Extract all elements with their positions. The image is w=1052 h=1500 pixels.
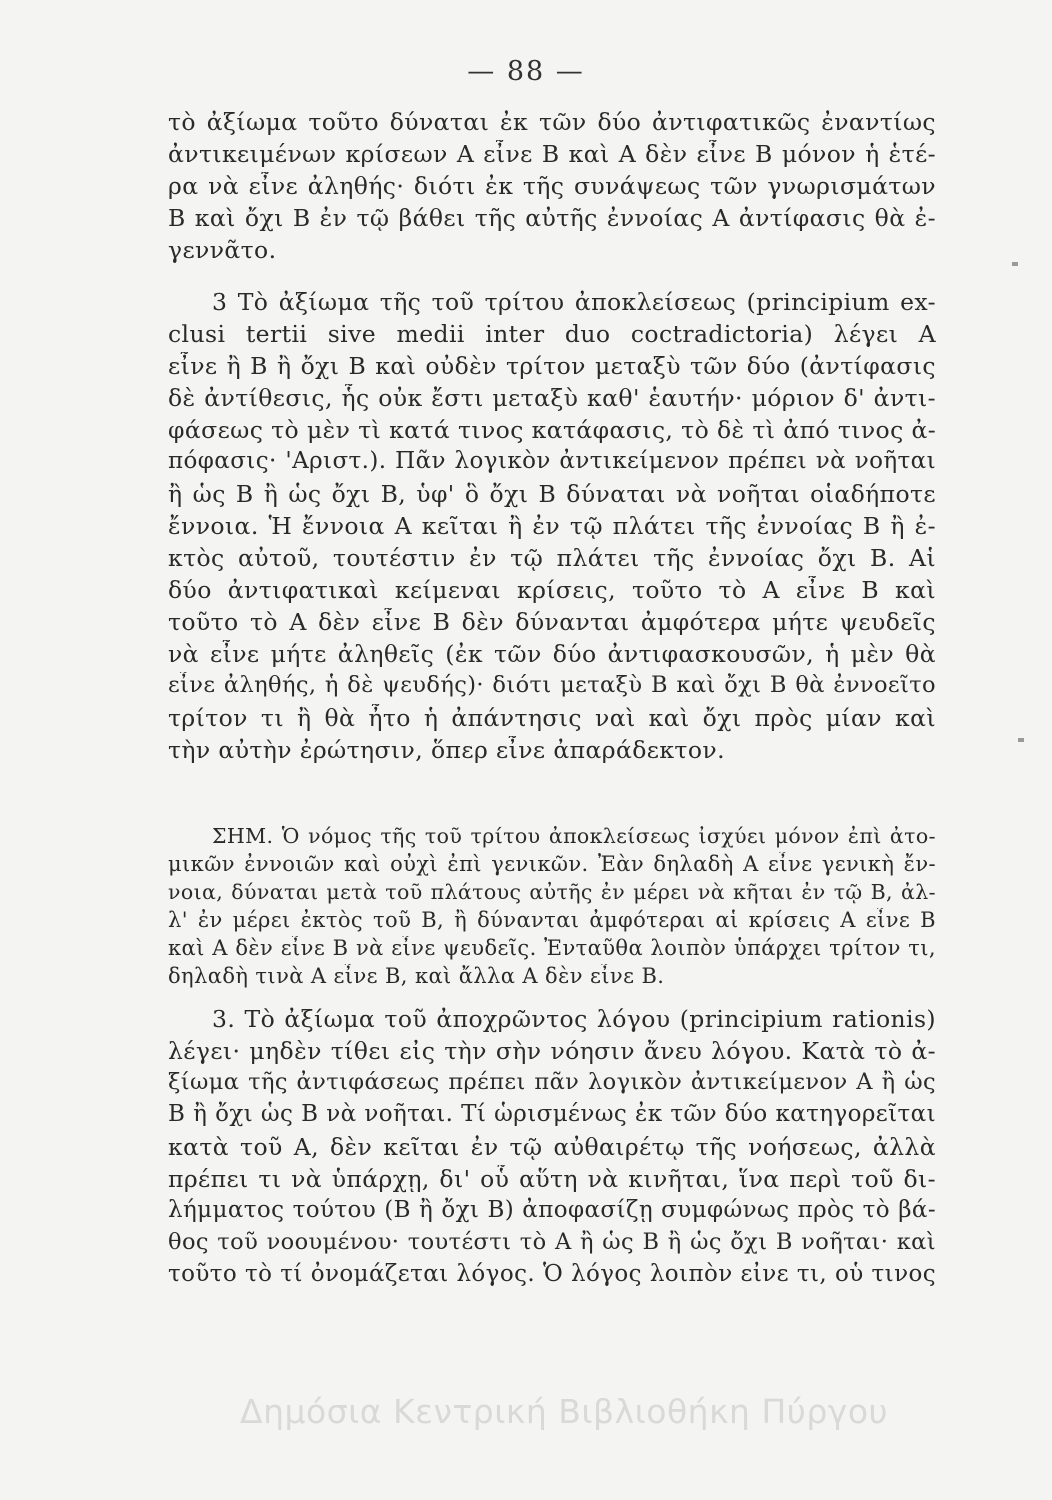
text-line: ἔννοια. Ἡ ἔννοια Α κεῖται ἢ ἐν τῷ πλάτει τῆς ἐννοίας Β ἢ ἐ- [168,512,936,540]
margin-mark [1012,262,1018,266]
text-line: τὸ ἀξίωμα τοῦτο δύναται ἐκ τῶν δύο ἀντιφατικῶς ἐναντίως [168,108,936,136]
page-number: — 88 — [467,56,585,87]
text-line: κατὰ τοῦ Α, δὲν κεῖται ἐν τῷ αὐθαιρέτῳ τῆς νοήσεως, ἀλλὰ [168,1133,936,1161]
text-line: ἀντικειμένων κρίσεων Α εἶνε Β καὶ Α δὲν εἶνε Β μόνον ἡ ἑτέ- [168,140,936,168]
text-line: Β καὶ ὄχι Β ἐν τῷ βάθει τῆς αὐτῆς ἐννοίας Α ἀντίφασις θὰ ἐ- [168,204,936,232]
text-line: τοῦτο τὸ Α δὲν εἶνε Β δὲν δύνανται ἀμφότερα μήτε ψευδεῖς [168,608,936,636]
text-line: γεννᾶτο. [168,236,277,264]
text-line: τρίτον τι ἢ θὰ ἦτο ἡ ἀπάντησις ναὶ καὶ ὄχι πρὸς μίαν καὶ [168,704,936,732]
text-line: λήμματος τούτου (Β ἢ ὄχι Β) ἀποφασίζῃ συμφώνως πρὸς τὸ βά- [168,1197,936,1223]
text-line: τὴν αὐτὴν ἐρώτησιν, ὅπερ εἶνε ἀπαράδεκτον. [168,736,725,764]
text-line: κτὸς αὐτοῦ, τουτέστιν ἐν τῷ πλάτει τῆς ἐννοίας ὄχι Β. Αἱ [168,544,936,572]
note-line: λ' ἐν μέρει ἐκτὸς τοῦ Β, ἢ δύνανται ἀμφότεραι αἱ κρίσεις Α εἶνε Β [168,908,936,932]
margin-mark [1018,738,1024,742]
text-line: ρα νὰ εἶνε ἀληθής· διότι ἐκ τῆς συνάψεως τῶν γνωρισμάτων [168,172,936,200]
text-line: 3. Τὸ ἀξίωμα τοῦ ἀποχρῶντος λόγου (principium rationis) [212,1005,936,1033]
text-line: δὲ ἀντίθεσις, ἧς οὐκ ἔστι μεταξὺ καθ' ἑαυτήν· μόριον δ' ἀντι- [168,384,936,412]
note-line: νοια, δύναται μετὰ τοῦ πλάτους αὐτῆς ἐν μέρει νὰ κῆται ἐν τῷ Β, ἀλ- [168,880,936,904]
note-line: μικῶν ἐννοιῶν καὶ οὐχὶ ἐπὶ γενικῶν. Ἐὰν δηλαδὴ Α εἶνε γενικὴ ἔν- [168,852,936,876]
text-line: δύο ἀντιφατικαὶ κείμεναι κρίσεις, τοῦτο τὸ Α εἶνε Β καὶ [168,576,936,604]
text-line: εἶνε ἀληθής, ἡ δὲ ψευδής)· διότι μεταξὺ Β καὶ ὄχι Β θὰ ἐννοεῖτο [168,672,936,698]
text-line: 3 Τὸ ἀξίωμα τῆς τοῦ τρίτου ἀποκλείσεως (principium ex- [212,288,936,316]
text-line: λέγει· μηδὲν τίθει εἰς τὴν σὴν νόησιν ἄνευ λόγου. Κατὰ τὸ ἀ- [168,1037,936,1065]
note-line: ΣΗΜ. Ὁ νόμος τῆς τοῦ τρίτου ἀποκλείσεως ἰσχύει μόνον ἐπὶ ἀτο- [212,824,936,848]
text-line: clusi tertii sive medii inter duo coctradictoria) λέγει Α [168,320,936,348]
text-line: πόφασις· 'Αριστ.). Πᾶν λογικὸν ἀντικείμενον πρέπει νὰ νοῆται [168,448,936,474]
text-line: φάσεως τὸ μὲν τὶ κατά τινος κατάφασις, τὸ δὲ τὶ ἀπό τινος ἀ- [168,416,936,444]
text-line: Β ἢ ὄχι ὡς Β νὰ νοῆται. Τί ὡρισμένως ἐκ τῶν δύο κατηγορεῖται [168,1101,936,1127]
note-line: καὶ Α δὲν εἶνε Β νὰ εἶνε ψευδεῖς. Ἐνταῦθα λοιπὸν ὑπάρχει τρίτον τι, [168,936,936,960]
text-line: θος τοῦ νοουμένου· τουτέστι τὸ Α ἢ ὡς Β ἢ ὡς ὄχι Β νοῆται· καὶ [168,1229,936,1255]
text-line: εἶνε ἢ Β ἢ ὄχι Β καὶ οὐδὲν τρίτον μεταξὺ τῶν δύο (ἀντίφασις [168,352,936,380]
text-line: τοῦτο τὸ τί ὀνομάζεται λόγος. Ὁ λόγος λοιπὸν εἶνε τι, οὗ τινος [168,1261,936,1287]
note-line: δηλαδὴ τινὰ Α εἶνε Β, καὶ ἄλλα Α δὲν εἶνε Β. [168,964,665,988]
text-line: πρέπει τι νὰ ὑπάρχῃ, δι' οὗ αὕτη νὰ κινῆται, ἵνα περὶ τοῦ δι- [168,1165,936,1193]
text-line: νὰ εἶνε μήτε ἀληθεῖς (ἐκ τῶν δύο ἀντιφασκουσῶν, ἡ μὲν θὰ [168,640,936,668]
library-watermark: Δημόσια Κεντρική Βιβλιοθήκη Πύργου [240,1392,889,1431]
text-line: ξίωμα τῆς ἀντιφάσεως πρέπει πᾶν λογικὸν ἀντικείμενον Α ἢ ὡς [168,1069,936,1095]
text-line: ἢ ὡς Β ἢ ὡς ὄχι Β, ὑφ' ὃ ὄχι Β δύναται νὰ νοῆται οἱαδήποτε [168,480,936,508]
